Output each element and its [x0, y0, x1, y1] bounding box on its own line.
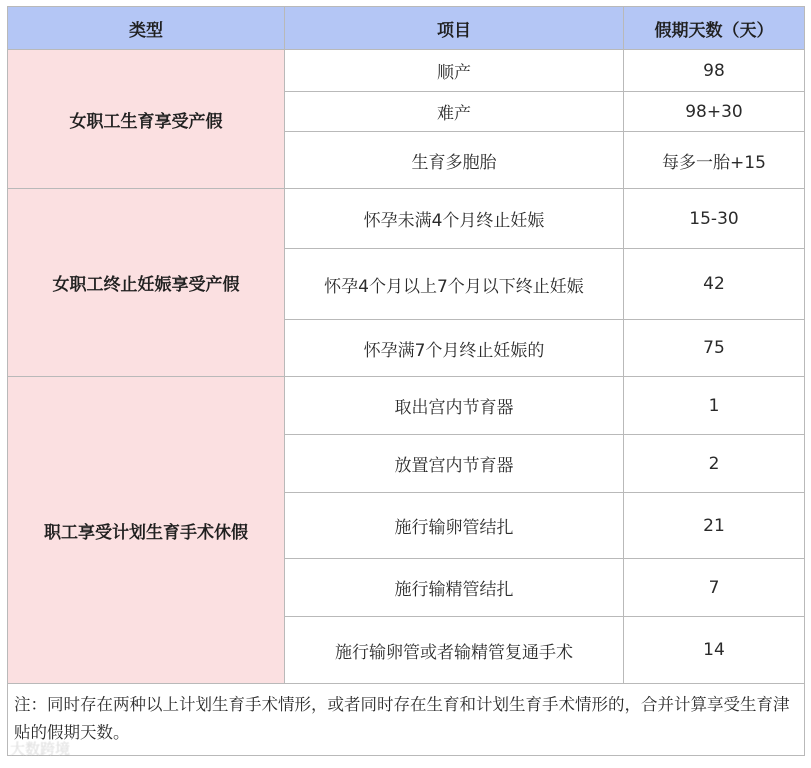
category-cell: 职工享受计划生育手术休假 [8, 377, 285, 684]
header-row [8, 7, 805, 50]
item-cell: 施行输精管结扎 [285, 559, 624, 617]
maternity-leave-table [7, 6, 805, 756]
watermark-text: 大数跨境 [10, 740, 71, 758]
days-cell: 75 [624, 320, 805, 377]
item-cell: 生育多胞胎 [285, 132, 624, 189]
item-cell: 顺产 [285, 50, 624, 92]
days-cell: 2 [624, 435, 805, 493]
item-cell: 施行输卵管或者输精管复通手术 [285, 617, 624, 684]
days-cell: 21 [624, 493, 805, 559]
days-cell: 每多一胎+15 [624, 132, 805, 189]
header-type: 类型 [8, 7, 285, 50]
category-cell: 女职工终止妊娠享受产假 [8, 189, 285, 377]
days-cell: 14 [624, 617, 805, 684]
item-cell: 取出宫内节育器 [285, 377, 624, 435]
category-cell: 女职工生育享受产假 [8, 50, 285, 189]
header-item: 项目 [285, 7, 624, 50]
item-cell: 怀孕未满4个月终止妊娠 [285, 189, 624, 249]
note-row [8, 684, 805, 756]
days-cell: 1 [624, 377, 805, 435]
days-cell: 98+30 [624, 92, 805, 132]
table-row [8, 189, 805, 249]
item-cell: 施行输卵管结扎 [285, 493, 624, 559]
days-cell: 7 [624, 559, 805, 617]
table-note: 注：同时存在两种以上计划生育手术情形，或者同时存在生育和计划生育手术情形的，合并计算享受生育津贴的假期天数。 [8, 684, 805, 756]
item-cell: 难产 [285, 92, 624, 132]
item-cell: 怀孕满7个月终止妊娠的 [285, 320, 624, 377]
table-row [8, 50, 805, 92]
table-row [8, 377, 805, 435]
header-days: 假期天数（天） [624, 7, 805, 50]
days-cell: 98 [624, 50, 805, 92]
item-cell: 怀孕4个月以上7个月以下终止妊娠 [285, 249, 624, 320]
days-cell: 42 [624, 249, 805, 320]
item-cell: 放置宫内节育器 [285, 435, 624, 493]
days-cell: 15-30 [624, 189, 805, 249]
